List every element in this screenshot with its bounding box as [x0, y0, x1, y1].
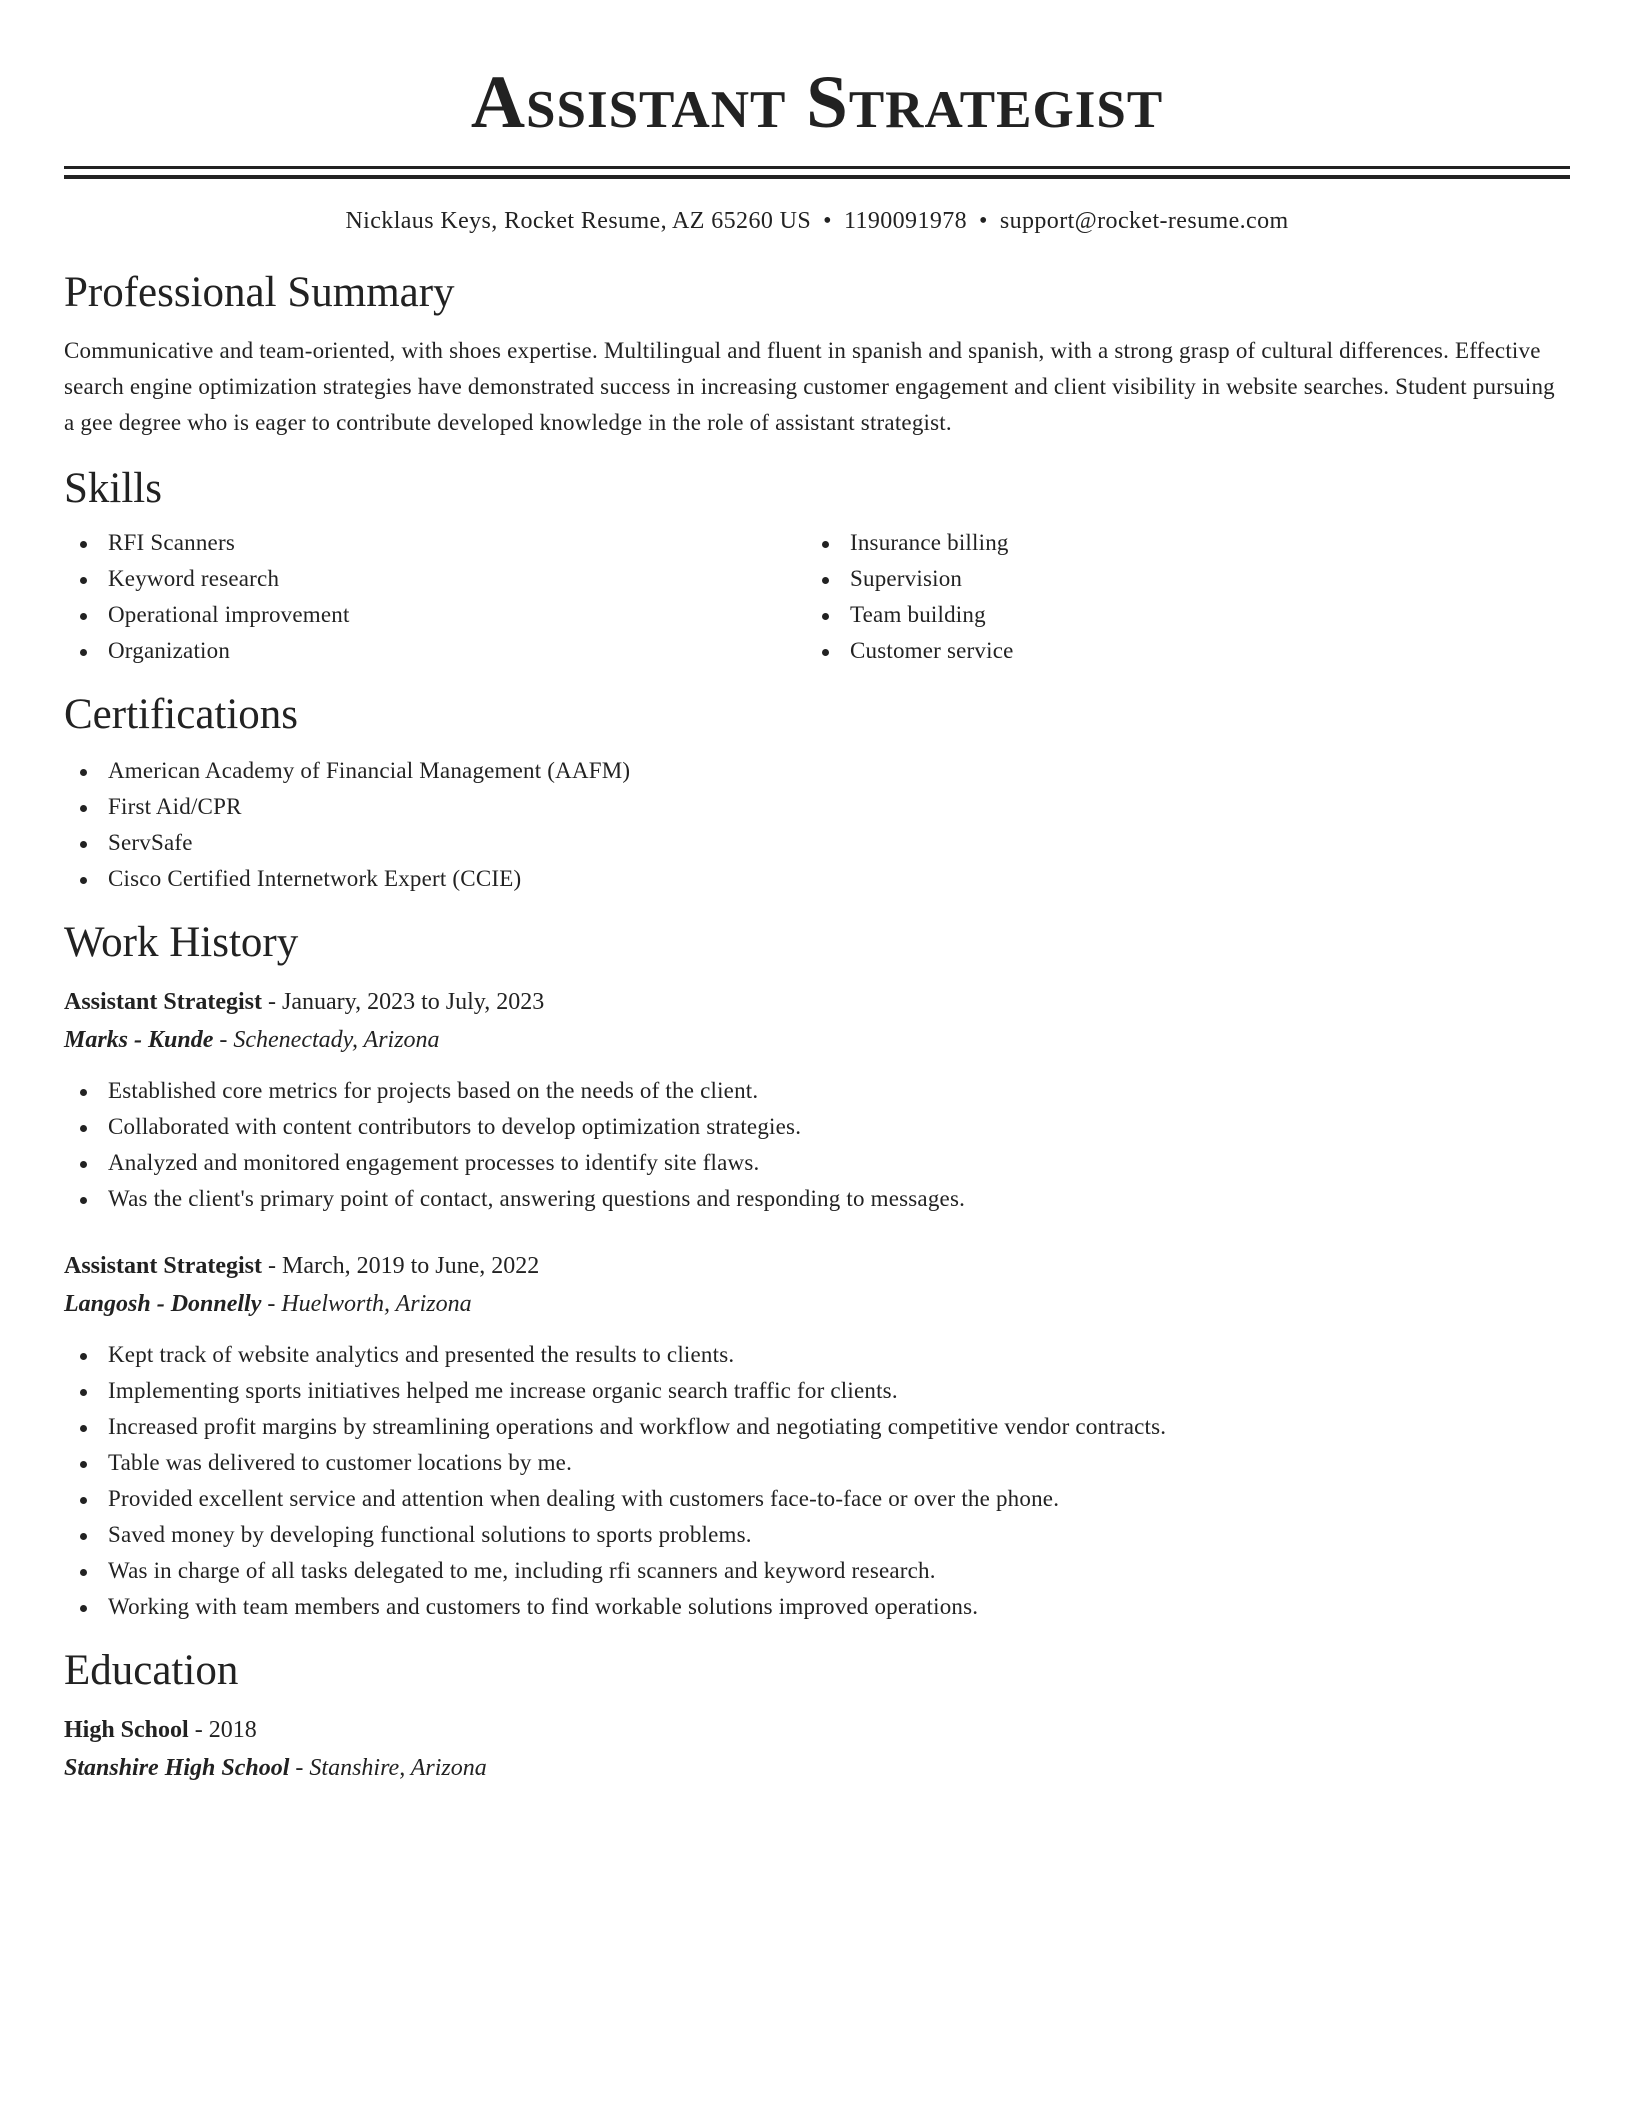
job-bullet: Implementing sports initiatives helped me increase organic search traffic for clients. — [64, 1373, 1570, 1409]
certifications-list — [64, 753, 1570, 897]
job-entry — [64, 983, 1570, 1217]
job-employer — [64, 1285, 1570, 1323]
skill-item: Team building — [806, 597, 1548, 633]
certification-item: Cisco Certified Internetwork Expert (CCIE) — [64, 861, 1570, 897]
job-bullet: Working with team members and customers to find workable solutions improved operations. — [64, 1589, 1570, 1625]
title-rule-top — [64, 166, 1570, 169]
summary-text: Communicative and team-oriented, with shoes expertise. Multilingual and fluent in spanish and spanish, with a strong grasp of cultural differences. Effective search engine optimization strategies have demonstrated success in increasing customer engagement and client visibility in website searches. Student pursuing a gee degree who is eager to contribute developed knowledge in the role of assistant strategist. — [64, 338, 1555, 435]
skill-item: Insurance billing — [806, 525, 1548, 561]
job-bullets — [64, 1073, 1570, 1217]
contact-address: Nicklaus Keys, Rocket Resume, AZ 65260 US — [345, 208, 812, 234]
job-title: Assistant Strategist — [64, 1253, 262, 1279]
job-bullet: Established core metrics for projects based on the needs of the client. — [64, 1073, 1570, 1109]
job-bullet: Saved money by developing functional solutions to sports problems. — [64, 1517, 1570, 1553]
certification-item: ServSafe — [64, 825, 1570, 861]
skills-list-right — [806, 525, 1548, 669]
job-location: - Huelworth, Arizona — [261, 1291, 472, 1317]
skills-heading: Skills — [64, 465, 162, 512]
skill-item: Keyword research — [64, 561, 806, 597]
job-bullets — [64, 1337, 1570, 1625]
resume-page — [64, 0, 1570, 1787]
contact-separator: • — [979, 208, 988, 234]
education-school: Stanshire High School — [64, 1755, 290, 1781]
work-history-heading: Work History — [64, 919, 299, 966]
education-entry — [64, 1711, 1570, 1787]
skills-columns — [64, 525, 1570, 669]
skill-item: Operational improvement — [64, 597, 806, 633]
job-bullet: Analyzed and monitored engagement processes to identify site flaws. — [64, 1145, 1570, 1181]
contact-separator: • — [823, 208, 832, 234]
job-bullet: Provided excellent service and attention when dealing with customers face-to-face or over the phone. — [64, 1481, 1570, 1517]
job-dates: - March, 2019 to June, 2022 — [262, 1253, 540, 1279]
contact-line — [64, 205, 1570, 237]
skill-item: Customer service — [806, 633, 1548, 669]
job-bullet: Collaborated with content contributors to develop optimization strategies. — [64, 1109, 1570, 1145]
contact-email: support@rocket-resume.com — [999, 208, 1289, 234]
job-bullet: Table was delivered to customer locations by me. — [64, 1445, 1570, 1481]
summary-heading: Professional Summary — [64, 269, 455, 316]
certifications-heading: Certifications — [64, 691, 299, 738]
title-rule-bottom — [64, 175, 1570, 179]
education-header — [64, 1711, 1570, 1749]
skill-item: Organization — [64, 633, 806, 669]
job-header — [64, 983, 1570, 1021]
contact-phone: 1190091978 — [843, 208, 968, 234]
job-bullet: Was in charge of all tasks delegated to me, including rfi scanners and keyword research. — [64, 1553, 1570, 1589]
education-location: - Stanshire, Arizona — [289, 1755, 487, 1781]
certification-item: First Aid/CPR — [64, 789, 1570, 825]
job-company: Langosh - Donnelly — [64, 1291, 262, 1317]
education-year: - 2018 — [188, 1717, 257, 1743]
job-header — [64, 1247, 1570, 1285]
job-company: Marks - Kunde — [64, 1027, 214, 1053]
resume-title: Assistant Strategist — [470, 61, 1164, 144]
job-bullet: Increased profit margins by streamlining operations and workflow and negotiating competitive vendor contracts. — [64, 1409, 1570, 1445]
job-dates: - January, 2023 to July, 2023 — [262, 989, 545, 1015]
job-bullet: Kept track of website analytics and presented the results to clients. — [64, 1337, 1570, 1373]
certification-item: American Academy of Financial Management (AAFM) — [64, 753, 1570, 789]
job-title: Assistant Strategist — [64, 989, 262, 1015]
skill-item: RFI Scanners — [64, 525, 806, 561]
education-institution — [64, 1749, 1570, 1787]
skill-item: Supervision — [806, 561, 1548, 597]
education-heading: Education — [64, 1647, 239, 1694]
job-employer — [64, 1021, 1570, 1059]
job-entry — [64, 1247, 1570, 1625]
job-location: - Schenectady, Arizona — [213, 1027, 440, 1053]
education-degree: High School — [64, 1717, 189, 1743]
skills-list-left — [64, 525, 806, 669]
job-bullet: Was the client's primary point of contact, answering questions and responding to messages. — [64, 1181, 1570, 1217]
